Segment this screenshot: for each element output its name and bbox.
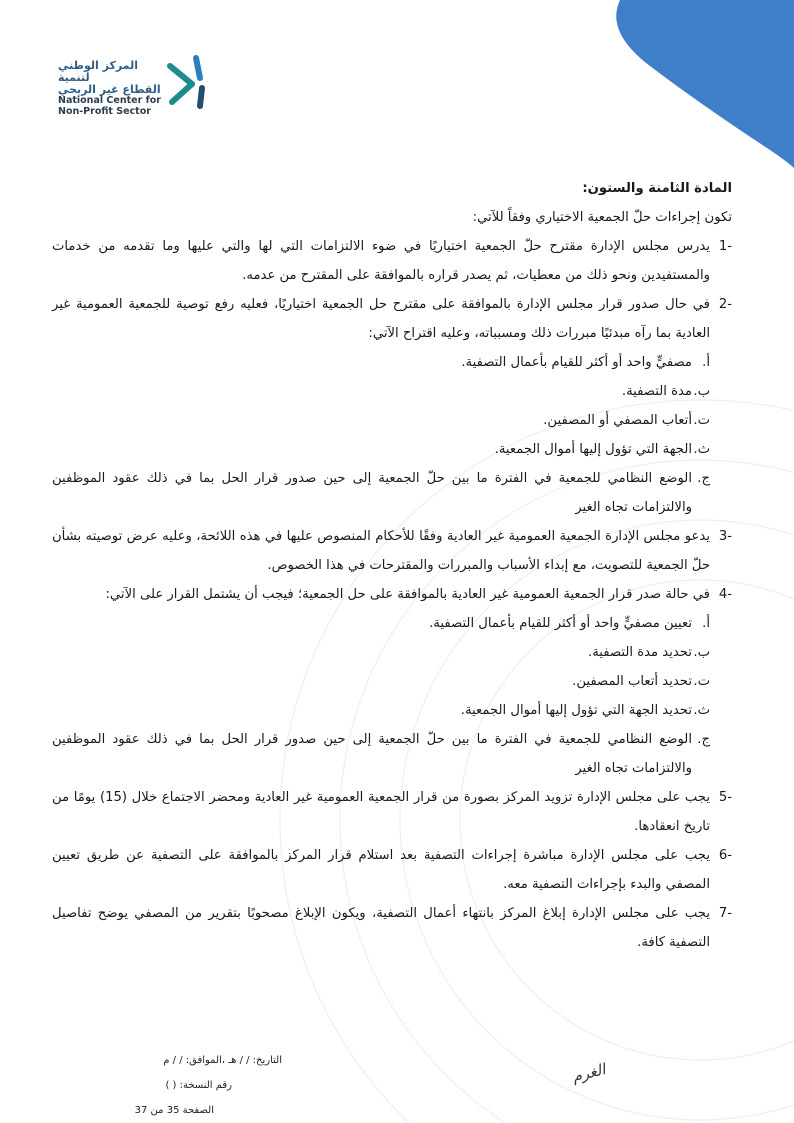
page-footer [72, 1048, 282, 1123]
sub-item-letter: ب. [693, 645, 710, 660]
sub-item [52, 435, 732, 464]
footer-date: التاريخ: / / هـ ،الموافق: / / م [163, 1055, 282, 1066]
item-text: في حال صدور قرار مجلس الإدارة بالموافقة على مقترح حل الجمعية اختياريًا، فعليه رفع توصية للجمعية العمومية غير العادية بما رآه مبدئيًا مبررات ذلك ومسبباته، وعليه اقتراح الآتي: [52, 297, 710, 341]
item-text: يدعو مجلس الإدارة الجمعية العمومية غير العادية وفقًا للأحكام المنصوص عليها في هذه اللائحة، وعليه عرض توصيته بشأن حلّ الجمعية للتصويت، مع إبداء الأسباب والمبررات والمقترحات في هذا الخصوص. [52, 529, 710, 573]
sub-item-text: تعيين مصفيٍّ واحد أو أكثر للقيام بأعمال التصفية. [429, 616, 692, 631]
footer-copy-number: رقم النسخة: ( ) [165, 1080, 232, 1091]
sub-item-text: الجهة التي تؤول إليها أموال الجمعية. [494, 442, 692, 457]
logo-english-line1: National Center for [58, 95, 161, 107]
article-item [52, 783, 732, 841]
article-item [52, 290, 732, 348]
article-item [52, 580, 732, 609]
sub-item-letter: أ. [702, 616, 710, 631]
sub-item-text: تحديد مدة التصفية. [588, 645, 692, 660]
logo-arabic-line2: القطاع غير الربحي [58, 83, 161, 97]
sub-item-letter: ت. [693, 413, 710, 428]
item-number: -3 [718, 529, 732, 544]
sub-item-letter: ج. [697, 732, 710, 747]
sub-item-text: مصفيٍّ واحد أو أكثر للقيام بأعمال التصفية. [461, 355, 692, 370]
sub-item [52, 464, 732, 522]
article-item [52, 841, 732, 899]
sub-item [52, 406, 732, 435]
item-number: -7 [718, 906, 732, 921]
sub-item-text: مدة التصفية. [621, 384, 692, 399]
sub-item-letter: أ. [702, 355, 710, 370]
sub-item [52, 377, 732, 406]
logo-english-line2: Non-Profit Sector [58, 105, 151, 117]
item-text: يدرس مجلس الإدارة مقترح حلّ الجمعية اختياريًا في ضوء الالتزامات التي لها والتي عليها وما تقدمه من خدمات والمستفيدين ونحو ذلك من معطيات، ثم يصدر قراره بالموافقة على المقترح من عدمه. [52, 239, 710, 283]
item-number: -6 [718, 848, 732, 863]
sub-item-text: تحديد الجهة التي تؤول إليها أموال الجمعية. [460, 703, 692, 718]
article-item [52, 899, 732, 957]
item-number: -1 [718, 239, 732, 254]
organization-logo [58, 46, 218, 118]
logo-text [58, 60, 162, 117]
sub-item-letter: ب. [693, 384, 710, 399]
sub-item [52, 348, 732, 377]
footer-page-number: الصفحة 35 من 37 [134, 1105, 214, 1116]
sub-item [52, 725, 732, 783]
top-right-corner-shape [616, 0, 794, 168]
sub-item [52, 667, 732, 696]
sub-item [52, 638, 732, 667]
article-item [52, 232, 732, 290]
logo-mark-icon [162, 50, 212, 110]
sub-item [52, 696, 732, 725]
item-number: -2 [718, 297, 732, 312]
sub-item [52, 609, 732, 638]
article-title: المادة الثامنة والستون: [582, 181, 732, 196]
sub-item-letter: ت. [693, 674, 710, 689]
article-intro: تكون إجراءات حلّ الجمعية الاختياري وفقاً للآتي: [472, 210, 732, 225]
signature: الغرم [570, 1060, 608, 1086]
item-text: يجب على مجلس الإدارة مباشرة إجراءات التصفية بعد استلام قرار المركز بالموافقة على التصفية عن طريق تعيين المصفي والبدء بإجراءات التصفية معه. [52, 848, 710, 892]
logo-arabic-line1: المركز الوطني لتنمية [58, 59, 138, 85]
item-number: -5 [718, 790, 732, 805]
article-content [52, 174, 732, 957]
sub-item-text: الوضع النظامي للجمعية في الفترة ما بين حلّ الجمعية إلى حين صدور قرار الحل بما في ذلك عقود الموظفين والالتزامات تجاه الغير [52, 732, 692, 776]
item-text: في حالة صدر قرار الجمعية العمومية غير العادية بالموافقة على حل الجمعية؛ فيجب أن يشتمل القرار على الآتي: [105, 587, 710, 602]
sub-item-letter: ج. [697, 471, 710, 486]
item-text: يجب على مجلس الإدارة إبلاغ المركز بانتهاء أعمال التصفية، ويكون الإبلاغ مصحوبًا بتقرير من المصفي يوضح تفاصيل التصفية كافة. [52, 906, 710, 950]
sub-item-text: الوضع النظامي للجمعية في الفترة ما بين حلّ الجمعية إلى حين صدور قرار الحل بما في ذلك عقود الموظفين والالتزامات تجاه الغير [52, 471, 692, 515]
article-item [52, 522, 732, 580]
sub-item-letter: ث. [693, 442, 710, 457]
item-text: يجب على مجلس الإدارة تزويد المركز بصورة من قرار الجمعية العمومية غير العادية ومحضر الاجتماع خلال (15) يومًا من تاريخ انعقادها. [52, 790, 710, 834]
sub-item-letter: ث. [693, 703, 710, 718]
sub-item-text: تحديد أتعاب المصفين. [572, 674, 692, 689]
item-number: -4 [718, 587, 732, 602]
sub-item-text: أتعاب المصفي أو المصفين. [543, 413, 692, 428]
